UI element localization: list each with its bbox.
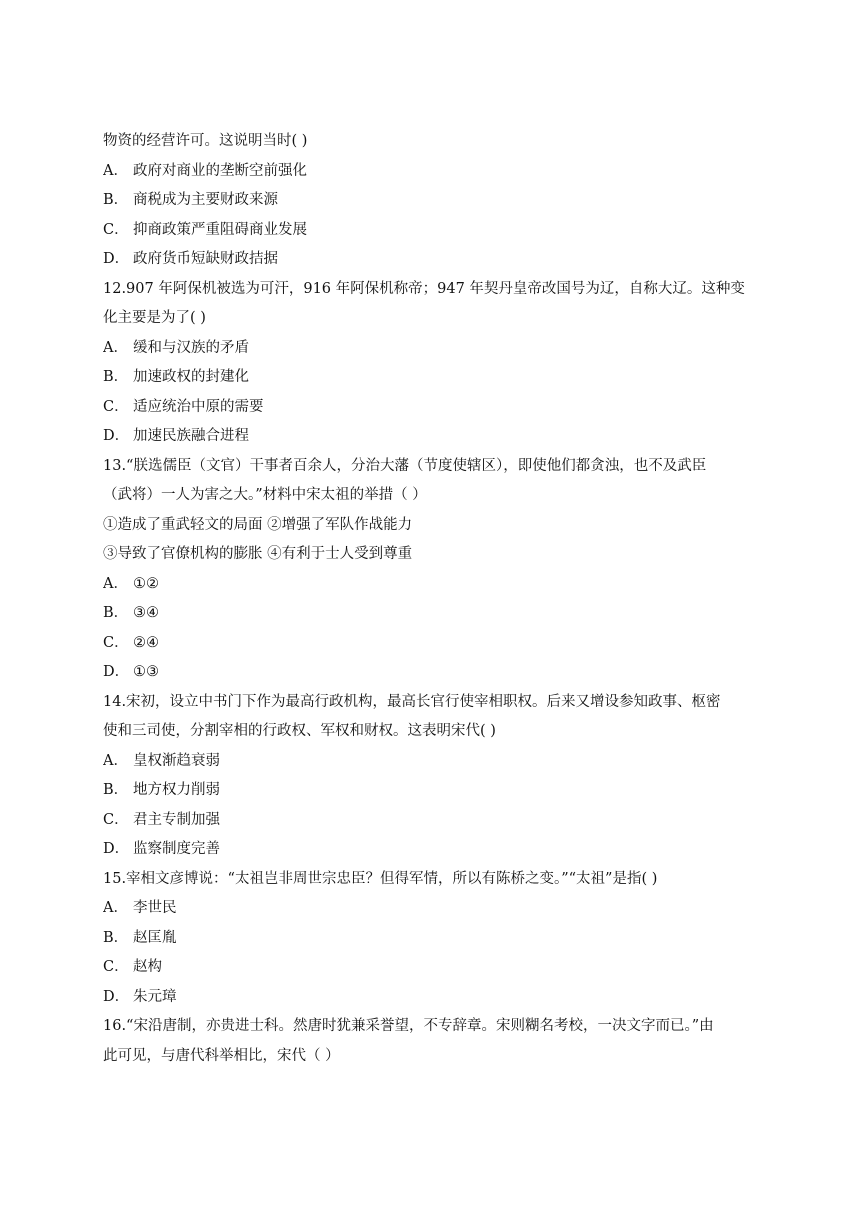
answer-option xyxy=(103,894,763,924)
question-text-line: ①造成了重武轻文的局面 ②增强了军队作战能力 xyxy=(103,516,413,533)
option-letter: B． xyxy=(103,782,129,798)
option-letter: A． xyxy=(103,900,128,916)
question-text-line: 化主要是为了( ) xyxy=(103,310,206,326)
option-letter: A． xyxy=(103,162,128,179)
option-text: ①② xyxy=(133,575,159,592)
option-letter: C． xyxy=(103,398,129,415)
option-letter: D． xyxy=(103,428,130,444)
question-text-line: 物资的经营许可。这说明当时( ) xyxy=(103,133,308,149)
option-letter: B． xyxy=(103,929,129,946)
option-text: 赵构 xyxy=(133,959,162,975)
option-letter: B． xyxy=(103,369,129,385)
option-text: ②④ xyxy=(133,634,159,651)
option-text: 朱元璋 xyxy=(133,988,177,1005)
answer-option xyxy=(103,983,763,1013)
answer-option xyxy=(103,776,763,806)
option-text: 抑商政策严重阻碍商业发展 xyxy=(133,221,307,238)
answer-option xyxy=(103,245,763,275)
answer-option xyxy=(103,953,763,983)
option-letter: D． xyxy=(103,664,130,680)
question-text-line: 16.“宋沿唐制，亦贵进士科。然唐时犹兼采誉望，不专辞章。宋则糊名考校，一决文字而已。”由 xyxy=(103,1018,714,1034)
answer-option xyxy=(103,747,763,777)
option-text: 商税成为主要财政来源 xyxy=(133,192,278,208)
option-text: 监察制度完善 xyxy=(133,841,220,857)
option-letter: B． xyxy=(103,605,129,621)
option-letter: A． xyxy=(103,752,128,769)
option-text: 赵匡胤 xyxy=(133,929,177,946)
option-letter: D． xyxy=(103,988,130,1005)
option-letter: A． xyxy=(103,575,128,592)
answer-option xyxy=(103,334,763,364)
option-text: 皇权渐趋衰弱 xyxy=(133,752,220,769)
question-text-line: 此可见，与唐代科举相比，宋代（ ） xyxy=(103,1047,340,1064)
answer-option xyxy=(103,363,763,393)
answer-option xyxy=(103,629,763,659)
question-text-line: 使和三司使，分割宰相的行政权、军权和财权。这表明宋代( ) xyxy=(103,723,496,739)
question-text-line: 12.907 年阿保机被选为可汗，916 年阿保机称帝；947 年契丹皇帝改国号为辽，自称大辽。这种变 xyxy=(103,280,745,297)
option-text: 加速政权的封建化 xyxy=(133,369,249,385)
answer-option xyxy=(103,658,763,688)
answer-option xyxy=(103,186,763,216)
answer-option xyxy=(103,806,763,836)
option-text: 政府对商业的垄断空前强化 xyxy=(133,162,307,179)
answer-option xyxy=(103,835,763,865)
option-letter: B． xyxy=(103,192,129,208)
question-text-line: ③导致了官僚机构的膨胀 ④有利于士人受到尊重 xyxy=(103,546,413,562)
question-text-line: （武将）一人为害之大。”材料中宋太祖的举措（ ） xyxy=(103,487,427,503)
question-text-line: 14.宋初，设立中书门下作为最高行政机构，最高长官行使宰相职权。后来又增设参知政事、枢密 xyxy=(103,693,721,710)
option-letter: C． xyxy=(103,221,129,238)
question-text-line: 15.宰相文彦博说：“太祖岂非周世宗忠臣？但得军情，所以有陈桥之变。”“太祖”是指( ) xyxy=(103,870,658,887)
answer-option xyxy=(103,570,763,600)
option-letter: C． xyxy=(103,959,129,975)
option-text: 李世民 xyxy=(133,900,177,916)
option-letter: D． xyxy=(103,251,130,267)
option-text: 适应统治中原的需要 xyxy=(133,398,264,415)
option-text: 缓和与汉族的矛盾 xyxy=(133,339,249,356)
answer-option xyxy=(103,924,763,954)
document-body xyxy=(103,127,763,1071)
option-letter: A． xyxy=(103,339,128,356)
option-text: 加速民族融合进程 xyxy=(133,428,249,444)
answer-option xyxy=(103,422,763,452)
option-text: 地方权力削弱 xyxy=(133,782,220,798)
option-letter: D． xyxy=(103,841,130,857)
option-letter: C． xyxy=(103,634,129,651)
option-text: ①③ xyxy=(133,664,159,680)
option-text: ③④ xyxy=(133,605,159,621)
answer-option xyxy=(103,599,763,629)
option-letter: C． xyxy=(103,811,129,828)
question-text-line: 13.“朕选儒臣（文官）干事者百余人，分治大藩（节度使辖区），即使他们都贪浊，也不及武臣 xyxy=(103,457,707,474)
option-text: 君主专制加强 xyxy=(133,811,220,828)
option-text: 政府货币短缺财政拮据 xyxy=(133,251,278,267)
answer-option xyxy=(103,216,763,246)
answer-option xyxy=(103,393,763,423)
answer-option xyxy=(103,157,763,187)
